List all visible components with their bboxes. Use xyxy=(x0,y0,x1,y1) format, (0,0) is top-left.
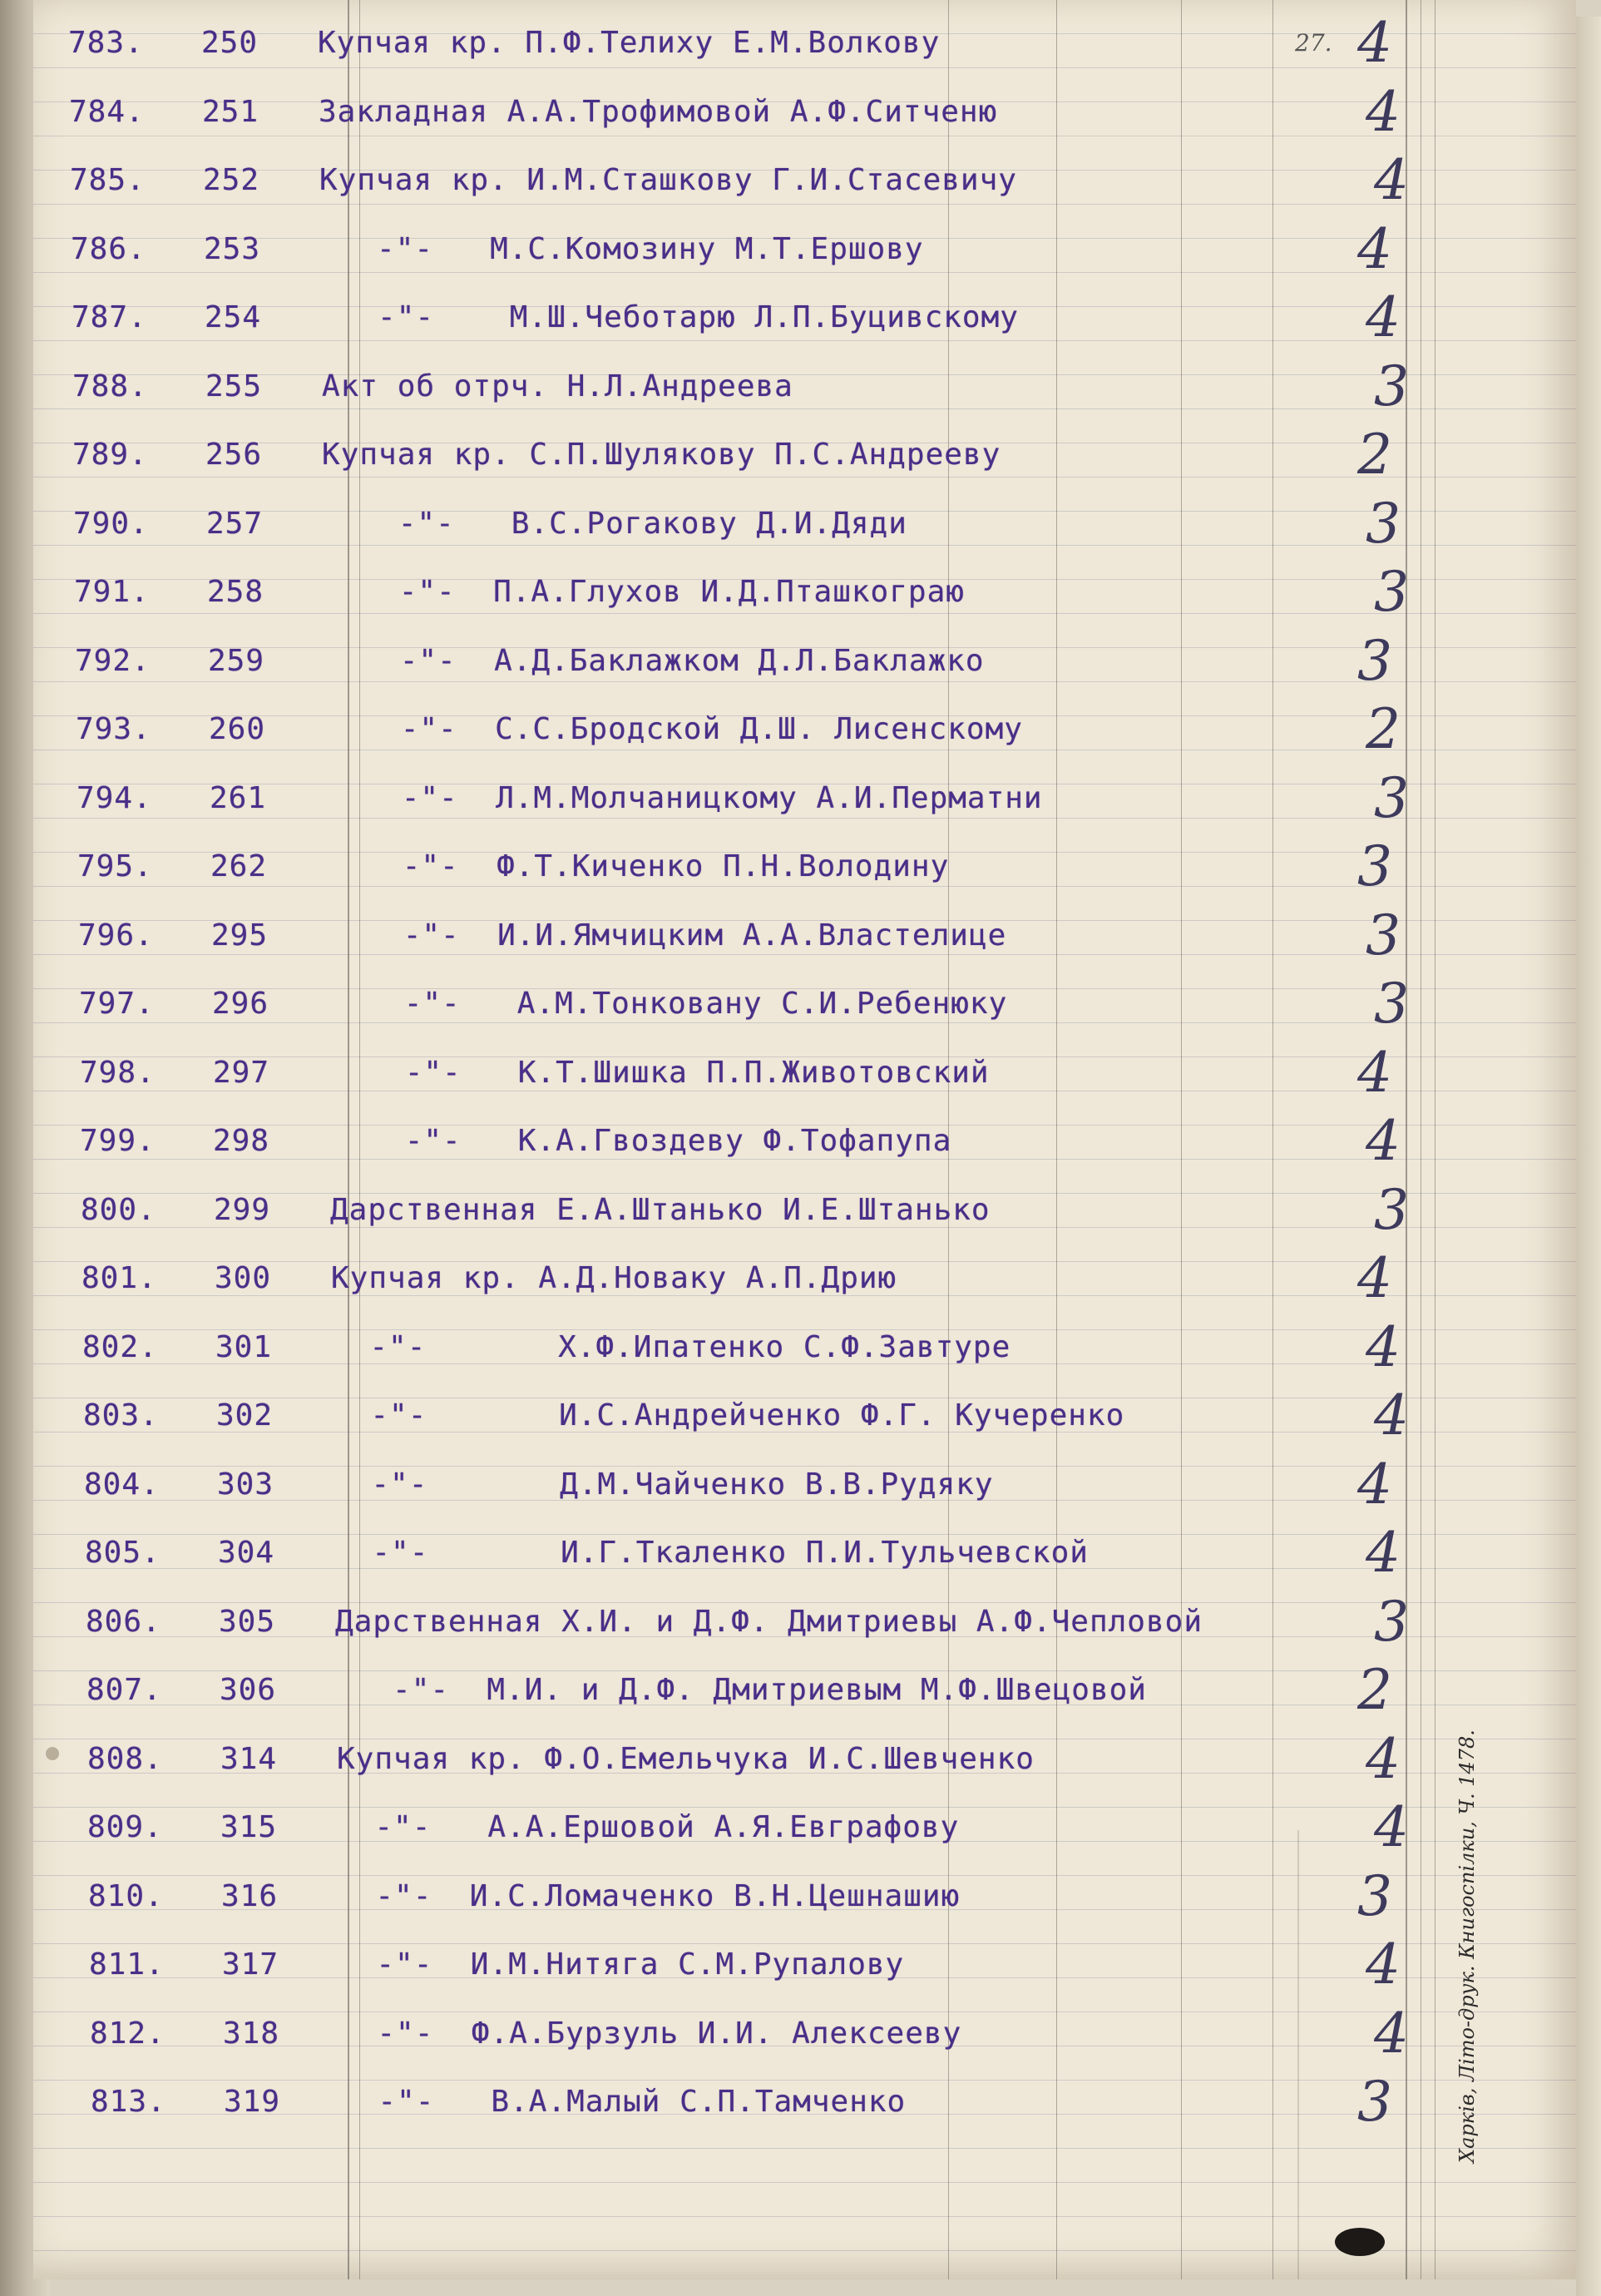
ledger-row xyxy=(86,1589,1549,1654)
handwritten-mark: 4 xyxy=(1357,1452,1392,1517)
entry-description: -"- В.С.Рогакову Д.И.Дяди xyxy=(323,506,907,541)
ledger-row xyxy=(72,423,1549,487)
ledger-row xyxy=(78,903,1549,967)
ledger-row xyxy=(84,1452,1549,1517)
entry-number: 812. xyxy=(90,2016,166,2051)
entry-description: -"- И.М.Нитяга С.М.Рупалову xyxy=(338,1947,905,1982)
entry-description: -"- Ф.Т.Киченко П.Н.Володину xyxy=(327,849,950,883)
ledger-row xyxy=(72,285,1549,349)
handwritten-mark: 4 xyxy=(1374,1795,1409,1859)
entry-description: -"- Д.М.Чайченко В.В.Рудяку xyxy=(334,1467,994,1502)
register-number: 300 xyxy=(215,1261,272,1295)
handwritten-mark: 4 xyxy=(1374,148,1409,212)
ledger-row xyxy=(87,1795,1549,1859)
entry-description: -"- К.Т.Шишка П.П.Животовский xyxy=(329,1055,990,1090)
register-number: 251 xyxy=(202,94,259,129)
entry-number: 798. xyxy=(80,1055,156,1090)
handwritten-mark: 4 xyxy=(1357,1246,1392,1310)
entry-description: -"- Л.М.Молчаницкому А.И.Перматни xyxy=(326,780,1043,815)
entry-description: -"- А.М.Тонковану С.И.Ребенюку xyxy=(329,987,1008,1021)
handwritten-mark: 4 xyxy=(1357,216,1392,281)
ledger-row xyxy=(89,1932,1549,1997)
register-number: 254 xyxy=(205,300,262,334)
entry-number: 785. xyxy=(70,163,146,197)
ledger-row xyxy=(90,2001,1549,2066)
ledger-row xyxy=(74,560,1549,624)
entry-number: 807. xyxy=(86,1673,162,1707)
entry-number: 796. xyxy=(78,918,154,953)
ledger-row xyxy=(75,628,1549,693)
handwritten-mark: 3 xyxy=(1374,354,1409,418)
entry-number: 806. xyxy=(86,1604,161,1639)
entry-description: Закладная А.А.Трофимовой А.Ф.Ситченю xyxy=(319,94,998,129)
handwritten-mark: 2 xyxy=(1366,697,1401,761)
entry-number: 805. xyxy=(85,1536,161,1570)
entry-number: 792. xyxy=(75,643,151,678)
entry-description: -"- М.И. и Д.Ф. Дмитриевым М.Ф.Швецовой xyxy=(336,1673,1147,1707)
register-number: 262 xyxy=(210,849,268,883)
entry-number: 797. xyxy=(79,987,155,1021)
entry-description: -"- С.С.Бродской Д.Ш. Лисенскому xyxy=(325,712,1023,746)
handwritten-mark: 4 xyxy=(1366,1521,1401,1585)
register-number: 260 xyxy=(209,712,266,746)
entry-number: 802. xyxy=(82,1329,158,1364)
ledger-row xyxy=(80,1109,1549,1173)
entry-number: 783. xyxy=(68,26,144,60)
entry-number: 788. xyxy=(72,369,148,403)
handwritten-mark: 4 xyxy=(1357,1040,1392,1105)
entry-description: -"- И.С.Андрейченко Ф.Г. Кучеренко xyxy=(333,1398,1125,1433)
register-number: 305 xyxy=(219,1604,276,1639)
entry-description: Купчая кр. П.Ф.Телиху Е.М.Волкову xyxy=(318,26,941,60)
handwritten-mark: 4 xyxy=(1366,1314,1401,1379)
register-number: 258 xyxy=(207,575,264,609)
register-number: 297 xyxy=(213,1055,270,1090)
register-number: 304 xyxy=(218,1536,275,1570)
handwritten-mark: 4 xyxy=(1357,11,1392,75)
ledger-row xyxy=(85,1521,1549,1585)
entry-description: Дарственная Х.И. и Д.Ф. Дмитриевы А.Ф.Чепловой xyxy=(335,1604,1203,1639)
handwritten-mark: 4 xyxy=(1366,285,1401,349)
entry-description: Купчая кр. Ф.О.Емельчука И.С.Шевченко xyxy=(337,1741,1035,1776)
ledger-row xyxy=(80,1040,1549,1105)
ledger-row xyxy=(76,697,1549,761)
handwritten-mark: 4 xyxy=(1366,1726,1401,1791)
handwritten-mark: 3 xyxy=(1374,972,1409,1036)
ledger-row xyxy=(72,354,1549,418)
handwritten-mark: 4 xyxy=(1366,1932,1401,1997)
page-edge xyxy=(1576,17,1601,2296)
register-number: 317 xyxy=(222,1947,279,1982)
entry-number: 794. xyxy=(77,780,152,815)
register-number: 252 xyxy=(203,163,260,197)
register-number: 261 xyxy=(210,780,267,815)
handwritten-mark: 4 xyxy=(1374,1383,1409,1447)
entry-description: -"- М.С.Комозину М.Т.Ершову xyxy=(320,231,924,266)
entry-number: 813. xyxy=(91,2085,166,2119)
entry-number: 790. xyxy=(73,506,149,541)
entry-number: 795. xyxy=(77,849,153,883)
ledger-row xyxy=(91,2070,1549,2134)
binding-hole xyxy=(46,1747,59,1760)
ledger-row xyxy=(87,1726,1549,1791)
ledger-row xyxy=(81,1177,1549,1242)
entry-number: 804. xyxy=(84,1467,160,1502)
register-number: 250 xyxy=(201,26,259,60)
register-number: 257 xyxy=(206,506,264,541)
handwritten-mark: 3 xyxy=(1374,560,1409,624)
ledger-row xyxy=(77,834,1549,898)
entry-number: 786. xyxy=(71,231,146,266)
handwritten-mark: 3 xyxy=(1374,1177,1409,1242)
register-number: 259 xyxy=(208,643,265,678)
entry-number: 803. xyxy=(83,1398,159,1433)
register-number: 255 xyxy=(205,369,263,403)
ledger-row xyxy=(82,1246,1549,1310)
entry-number: 801. xyxy=(82,1261,157,1295)
register-number: 319 xyxy=(224,2085,281,2119)
entry-description: -"- К.А.Гвоздеву Ф.Тофапупа xyxy=(329,1124,952,1158)
ledger-row xyxy=(83,1383,1549,1447)
entry-description: Дарственная Е.А.Штанько И.Е.Штанько xyxy=(330,1192,991,1227)
entry-description: -"- П.А.Глухов И.Д.Пташкограю xyxy=(324,575,965,609)
entry-description: -"- И.С.Ломаченко В.Н.Цешнашию xyxy=(338,1878,961,1913)
entry-description: Купчая кр. И.М.Сташкову Г.И.Стасевичу xyxy=(319,163,1017,197)
ledger-row xyxy=(69,79,1549,144)
handwritten-mark: 2 xyxy=(1357,423,1392,487)
register-number: 296 xyxy=(212,987,269,1021)
entry-number: 800. xyxy=(81,1192,156,1227)
register-number: 314 xyxy=(220,1741,278,1776)
entry-description: Купчая кр. А.Д.Новаку А.П.Дрию xyxy=(331,1261,897,1295)
entry-description: Акт об отрч. Н.Л.Андреева xyxy=(322,369,793,403)
handwritten-mark: 3 xyxy=(1374,765,1409,830)
register-number: 298 xyxy=(213,1124,270,1158)
entry-description: -"- Х.Ф.Ипатенко С.Ф.Завтуре xyxy=(332,1329,1011,1364)
entry-number: 784. xyxy=(69,94,145,129)
entry-number: 799. xyxy=(80,1124,156,1158)
binding-hole xyxy=(1335,2228,1385,2256)
handwritten-mark: 3 xyxy=(1357,628,1392,693)
handwritten-mark: 3 xyxy=(1366,903,1401,967)
register-number: 253 xyxy=(204,231,261,266)
ledger-row xyxy=(79,972,1549,1036)
entry-number: 793. xyxy=(76,712,151,746)
register-number: 302 xyxy=(216,1398,274,1433)
handwritten-mark: 2 xyxy=(1357,1658,1392,1722)
entry-number: 789. xyxy=(72,438,148,472)
register-number: 318 xyxy=(223,2016,280,2051)
entry-number: 791. xyxy=(74,575,150,609)
entry-number: 810. xyxy=(88,1878,164,1913)
handwritten-mark: 4 xyxy=(1366,79,1401,144)
handwritten-mark: 4 xyxy=(1374,2001,1409,2066)
entry-description: -"- И.И.Ямчицким А.А.Властелице xyxy=(328,918,1007,953)
entry-description: -"- В.А.Малый С.П.Тамченко xyxy=(340,2085,907,2119)
register-number: 295 xyxy=(211,918,269,953)
register-number: 256 xyxy=(205,438,263,472)
handwritten-mark: 3 xyxy=(1357,834,1392,898)
entry-number: 808. xyxy=(87,1741,163,1776)
handwritten-mark: 4 xyxy=(1366,1109,1401,1173)
handwritten-mark: 3 xyxy=(1374,1589,1409,1654)
entry-description: -"- М.Ш.Чеботарю Л.П.Буцивскому xyxy=(321,300,1019,334)
register-number: 315 xyxy=(220,1810,278,1844)
margin-note: 27. xyxy=(1295,29,1332,57)
ledger-row xyxy=(77,765,1549,830)
ledger-row xyxy=(70,148,1549,212)
entry-number: 787. xyxy=(72,300,147,334)
printer-imprint: Харків, Літо-друк. Книгоспілки, Ч. 1478. xyxy=(1455,1729,1479,2163)
entry-description: -"- Ф.А.Бурзуль И.И. Алексееву xyxy=(339,2016,962,2051)
entry-number: 811. xyxy=(89,1947,165,1982)
register-number: 303 xyxy=(217,1467,274,1502)
handwritten-mark: 3 xyxy=(1357,2070,1392,2134)
ledger-row xyxy=(71,216,1549,281)
handwritten-mark: 3 xyxy=(1357,1863,1392,1928)
entry-description: -"- А.Д.Баклажком Д.Л.Баклажко xyxy=(324,643,985,678)
entry-number: 809. xyxy=(87,1810,163,1844)
register-number: 299 xyxy=(214,1192,271,1227)
register-number: 301 xyxy=(215,1329,273,1364)
entry-description: -"- И.Г.Ткаленко П.И.Тульчевской xyxy=(334,1536,1089,1570)
ledger-row xyxy=(88,1863,1549,1928)
ledger-row xyxy=(82,1314,1549,1379)
ledger-row xyxy=(68,11,1549,75)
handwritten-mark: 3 xyxy=(1366,491,1401,556)
entry-description: -"- А.А.Ершовой А.Я.Евграфову xyxy=(337,1810,960,1844)
entry-description: Купчая кр. С.П.Шулякову П.С.Андрееву xyxy=(322,438,1001,472)
register-number: 316 xyxy=(221,1878,279,1913)
ledger-row xyxy=(73,491,1549,556)
register-number: 306 xyxy=(220,1673,277,1707)
ledger-row xyxy=(86,1658,1549,1722)
